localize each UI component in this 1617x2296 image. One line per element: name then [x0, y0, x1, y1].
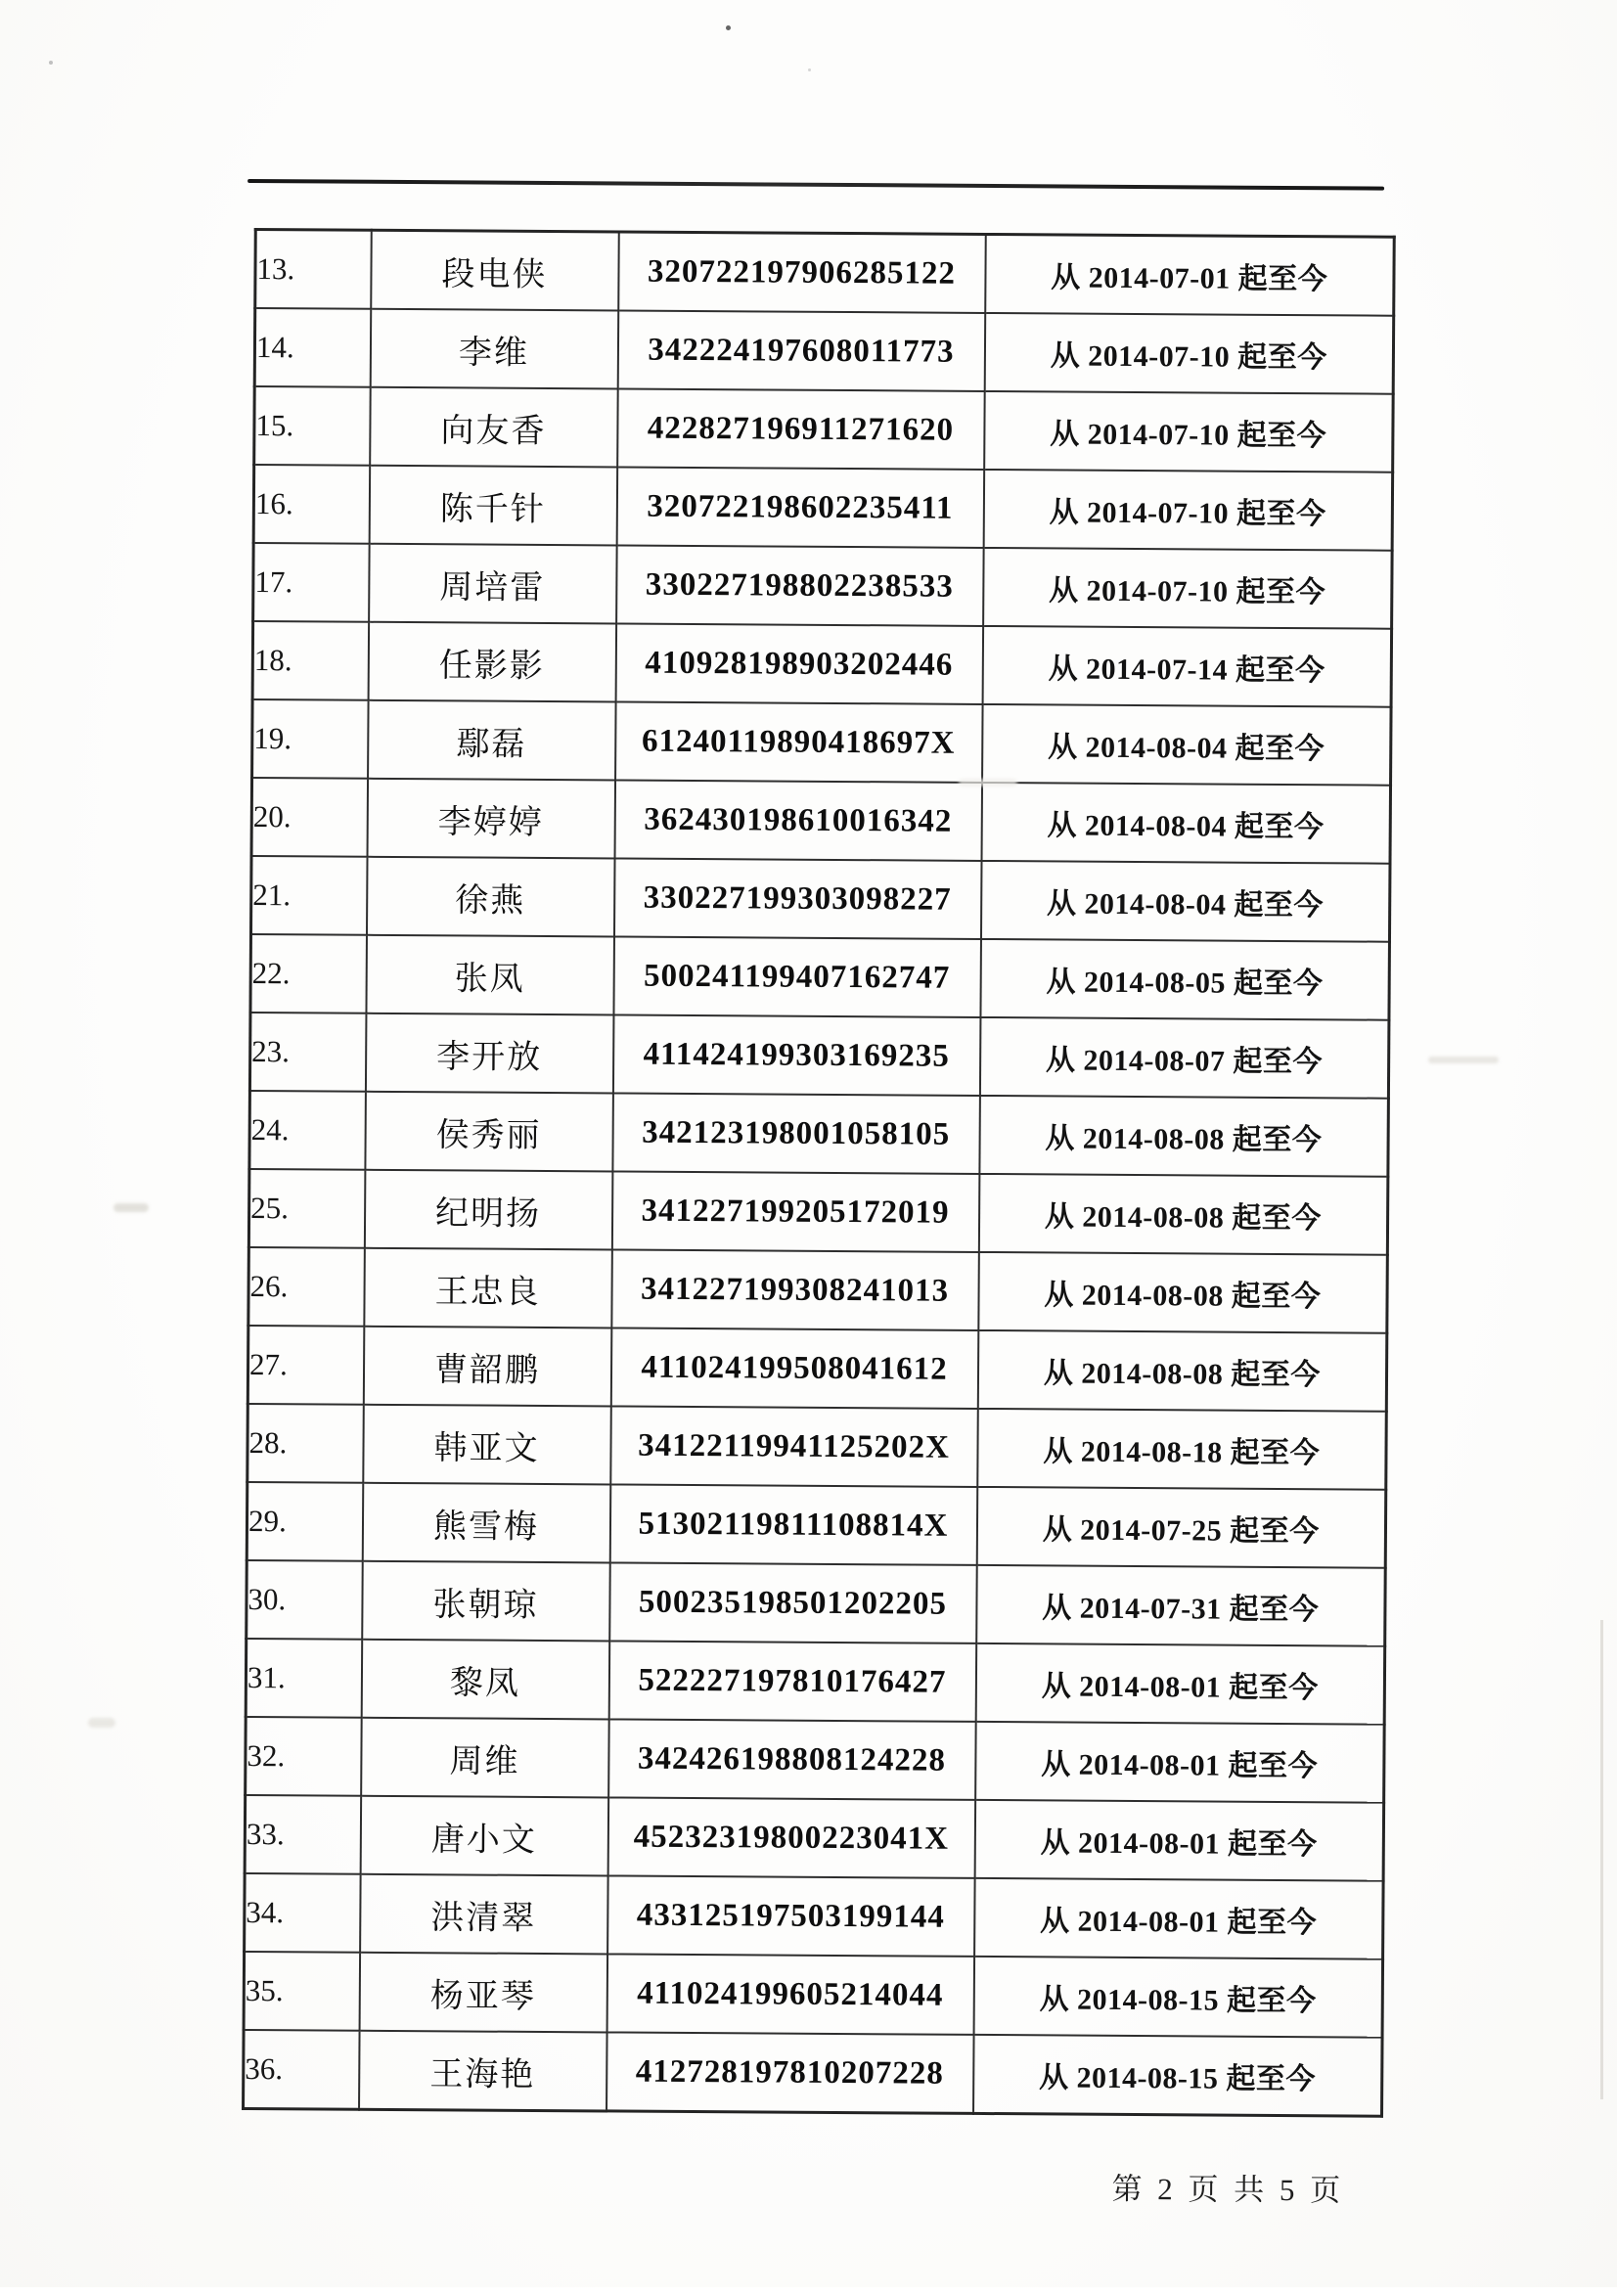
table-row [247, 1404, 1387, 1490]
table-row [253, 465, 1393, 551]
id-number-cell: 61240119890418697X [615, 701, 983, 782]
table-row [244, 1952, 1383, 2038]
id-number-cell: 342426198808124228 [608, 1719, 976, 1799]
name-cell: 李开放 [365, 1013, 613, 1094]
id-number-cell: 342123198001058105 [612, 1093, 980, 1173]
table-row [246, 1717, 1385, 1803]
name-cell: 熊雪梅 [362, 1483, 610, 1563]
employment-period-cell: 从 2014-08-01 起至今 [975, 1643, 1385, 1725]
employment-period-cell: 从 2014-07-14 起至今 [982, 626, 1392, 707]
name-cell: 鄢磊 [368, 700, 616, 781]
id-number-cell: 500235198501202205 [609, 1562, 977, 1643]
row-number-cell: 30. [247, 1560, 363, 1640]
employment-period-cell: 从 2014-08-04 起至今 [980, 861, 1390, 942]
employment-period-cell: 从 2014-07-25 起至今 [976, 1487, 1386, 1568]
row-number-cell: 19. [252, 699, 369, 779]
name-cell: 张凤 [366, 935, 614, 1015]
row-number-cell: 31. [246, 1639, 362, 1718]
header-rule [247, 179, 1384, 191]
employment-period-cell: 从 2014-08-04 起至今 [982, 704, 1392, 786]
row-number-cell: 33. [245, 1795, 361, 1874]
id-number-cell: 411024199605214044 [606, 1954, 974, 2034]
scan-edge-artifact [1600, 1620, 1603, 2099]
table-row [250, 856, 1390, 942]
id-number-cell: 412728197810207228 [606, 2032, 974, 2113]
employment-period-cell: 从 2014-08-07 起至今 [979, 1017, 1389, 1099]
row-number-cell: 34. [245, 1873, 361, 1953]
id-number-cell: 410928198903202446 [615, 623, 983, 703]
employment-period-cell: 从 2014-08-08 起至今 [978, 1252, 1388, 1333]
name-cell: 张朝琼 [362, 1561, 610, 1642]
page-indicator: 第 2 页 共 5 页 [1111, 2171, 1345, 2208]
table-row [252, 621, 1392, 707]
id-number-cell: 341227199308241013 [611, 1249, 979, 1329]
row-number-cell: 26. [248, 1247, 365, 1327]
table-row [255, 230, 1395, 316]
scan-artifact-dot [808, 68, 811, 71]
employment-period-cell: 从 2014-08-15 起至今 [973, 1957, 1383, 2038]
name-cell: 黎凤 [361, 1640, 609, 1720]
table-row [248, 1169, 1388, 1255]
personnel-table [242, 228, 1396, 2118]
table-row [248, 1247, 1388, 1333]
employment-period-cell: 从 2014-07-10 起至今 [983, 548, 1393, 629]
name-cell: 李婷婷 [367, 779, 615, 859]
scan-artifact-dot [726, 25, 731, 30]
row-number-cell: 23. [249, 1013, 366, 1092]
row-number-cell: 24. [249, 1091, 366, 1170]
id-number-cell: 500241199407162747 [613, 936, 981, 1016]
table-row [244, 2030, 1383, 2116]
table-row [249, 1013, 1389, 1099]
row-number-cell: 18. [252, 621, 369, 700]
employment-period-cell: 从 2014-07-01 起至今 [985, 234, 1395, 315]
table-body [244, 230, 1395, 2117]
table-row [253, 543, 1393, 629]
id-number-cell: 342224197608011773 [617, 310, 985, 390]
id-number-cell: 362430198610016342 [614, 780, 982, 860]
row-number-cell: 21. [250, 856, 367, 935]
page-footer [1111, 2164, 1344, 2210]
employment-period-cell: 从 2014-07-10 起至今 [983, 470, 1393, 551]
name-cell: 曹韶鹏 [363, 1327, 611, 1407]
id-number-cell: 411024199508041612 [610, 1328, 978, 1408]
name-cell: 陈千针 [369, 466, 617, 546]
scan-artifact-smudge [1428, 1057, 1499, 1063]
employment-period-cell: 从 2014-07-10 起至今 [984, 313, 1394, 394]
id-number-cell: 51302119811108814X [609, 1484, 977, 1564]
id-number-cell: 34122119941125202X [610, 1406, 978, 1486]
name-cell: 王海艳 [359, 2031, 607, 2111]
id-number-cell: 320722197906285122 [618, 232, 986, 313]
row-number-cell: 27. [247, 1326, 364, 1405]
employment-period-cell: 从 2014-08-01 起至今 [975, 1722, 1385, 1803]
table-row [249, 1091, 1389, 1177]
id-number-cell: 341227199205172019 [611, 1171, 979, 1251]
table-row [246, 1639, 1385, 1725]
row-number-cell: 16. [253, 465, 370, 544]
name-cell: 段电侠 [371, 230, 619, 310]
employment-period-cell: 从 2014-07-31 起至今 [976, 1565, 1386, 1646]
row-number-cell: 25. [248, 1169, 365, 1248]
name-cell: 任影影 [368, 622, 616, 702]
name-cell: 洪清翠 [360, 1874, 608, 1955]
scan-artifact-smudge [113, 1203, 149, 1212]
name-cell: 王忠良 [364, 1248, 612, 1328]
employment-period-cell: 从 2014-08-01 起至今 [974, 1800, 1384, 1881]
row-number-cell: 35. [244, 1952, 360, 2031]
employment-period-cell: 从 2014-08-18 起至今 [977, 1409, 1387, 1490]
row-number-cell: 17. [253, 543, 370, 622]
row-number-cell: 20. [251, 778, 368, 857]
row-number-cell: 13. [255, 230, 372, 309]
table-row [245, 1873, 1384, 1959]
table-row [247, 1560, 1386, 1646]
id-number-cell: 45232319800223041X [607, 1797, 975, 1877]
employment-period-cell: 从 2014-08-05 起至今 [980, 939, 1390, 1020]
id-number-cell: 320722198602235411 [616, 467, 984, 547]
row-number-cell: 32. [246, 1717, 362, 1796]
id-number-cell: 330227198802238533 [616, 545, 984, 625]
table-row [251, 778, 1391, 864]
employment-period-cell: 从 2014-08-01 起至今 [974, 1878, 1384, 1959]
name-cell: 李维 [370, 309, 618, 389]
table-row [254, 308, 1394, 394]
employment-period-cell: 从 2014-08-08 起至今 [977, 1330, 1387, 1412]
name-cell: 向友香 [370, 387, 618, 468]
name-cell: 纪明扬 [364, 1170, 612, 1250]
scan-artifact-smudge [959, 779, 1017, 787]
row-number-cell: 15. [254, 386, 371, 466]
id-number-cell: 411424199303169235 [612, 1014, 980, 1095]
name-cell: 杨亚琴 [359, 1953, 607, 2033]
scan-artifact-dot [49, 61, 53, 65]
name-cell: 周维 [361, 1718, 609, 1798]
id-number-cell: 422827196911271620 [617, 388, 985, 469]
row-number-cell: 36. [244, 2030, 360, 2109]
employment-period-cell: 从 2014-08-04 起至今 [981, 783, 1391, 864]
table-row [250, 934, 1390, 1020]
row-number-cell: 29. [247, 1482, 363, 1561]
table-row [254, 386, 1394, 473]
id-number-cell: 330227199303098227 [613, 858, 981, 938]
name-cell: 唐小文 [360, 1796, 608, 1876]
employment-period-cell: 从 2014-08-08 起至今 [978, 1174, 1388, 1255]
name-cell: 韩亚文 [363, 1405, 611, 1485]
id-number-cell: 522227197810176427 [608, 1641, 976, 1721]
table-row [247, 1482, 1386, 1568]
table-row [252, 699, 1392, 786]
employment-period-cell: 从 2014-07-10 起至今 [984, 391, 1394, 473]
id-number-cell: 433125197503199144 [607, 1875, 975, 1956]
row-number-cell: 22. [250, 934, 367, 1013]
name-cell: 周培雷 [369, 544, 617, 624]
table-row [247, 1326, 1387, 1412]
table-row [245, 1795, 1384, 1881]
row-number-cell: 14. [254, 308, 371, 387]
employment-period-cell: 从 2014-08-15 起至今 [973, 2035, 1383, 2116]
row-number-cell: 28. [247, 1404, 364, 1483]
scan-artifact-smudge [88, 1718, 115, 1728]
employment-period-cell: 从 2014-08-08 起至今 [979, 1096, 1389, 1177]
name-cell: 侯秀丽 [365, 1092, 613, 1172]
name-cell: 徐燕 [366, 857, 614, 937]
